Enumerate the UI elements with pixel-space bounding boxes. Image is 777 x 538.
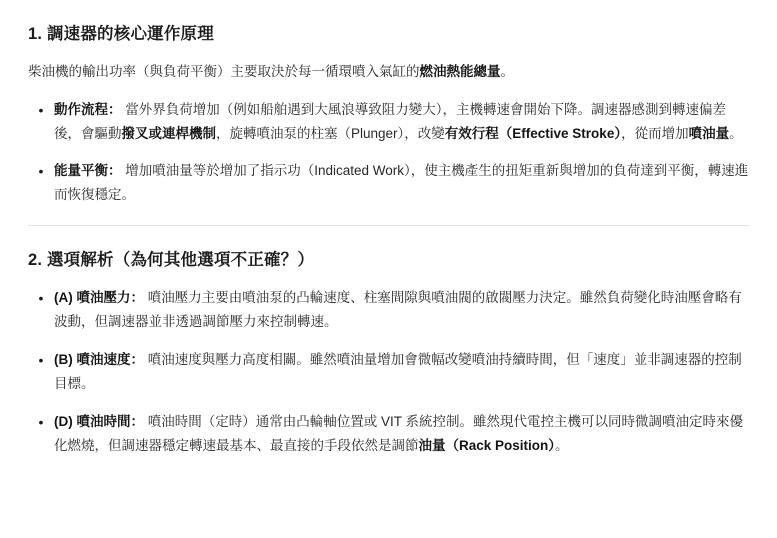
list-item-text: 動作流程： 當外界負荷增加（例如船舶遇到大風浪導致阻力變大），主機轉速會開始下降。調速器感測到轉速偏差後，會驅動撥叉或連桿機制，旋轉噴油泵的柱塞（Plunger），改變有效行程（Effective Stroke），從而增加噴油量。 [54, 101, 743, 141]
section-1-lead: 柴油機的輸出功率（與負荷平衡）主要取決於每一循環噴入氣缸的燃油熱能總量。 [28, 64, 514, 79]
section-divider [28, 225, 749, 226]
list-item-text: (D) 噴油時間： 噴油時間（定時）通常由凸輪軸位置或 VIT 系統控制。雖然現代電控主機可以同時微調噴油定時來優化燃燒，但調速器穩定轉速最基本、最直接的手段依然是調節油量（Rack Position）。 [54, 413, 744, 453]
list-item [28, 159, 749, 207]
section-2-heading: 2. 選項解析（為何其他選項不正確？） [28, 250, 315, 269]
list-item-text: (B) 噴油速度： 噴油速度與壓力高度相關。雖然噴油量增加會微幅改變噴油持續時間，但「速度」並非調速器的控制目標。 [54, 351, 742, 391]
list-item [28, 348, 749, 396]
bullet-dot-icon: • [38, 351, 44, 368]
section-1 [28, 20, 749, 207]
list-item [28, 410, 749, 458]
list-item-text: (A) 噴油壓力： 噴油壓力主要由噴油泵的凸輪速度、柱塞間隙與噴油閥的啟閥壓力決定。雖然負荷變化時油壓會略有波動，但調速器並非透過調節壓力來控制轉速。 [54, 289, 742, 329]
list-item [28, 98, 749, 146]
bullet-dot-icon: • [38, 162, 44, 179]
bullet-dot-icon: • [38, 413, 44, 430]
section-2-bullet-list [28, 286, 749, 458]
section-1-bullet-list [28, 98, 749, 207]
section-1-heading: 1. 調速器的核心運作原理 [28, 25, 214, 43]
bullet-dot-icon: • [38, 289, 44, 306]
section-2 [28, 246, 749, 458]
list-item-text: 能量平衡： 增加噴油量等於增加了指示功（Indicated Work），使主機產生的扭矩重新與增加的負荷達到平衡，轉速進而恢復穩定。 [54, 162, 749, 202]
list-item [28, 286, 749, 334]
bullet-dot-icon: • [38, 101, 44, 118]
